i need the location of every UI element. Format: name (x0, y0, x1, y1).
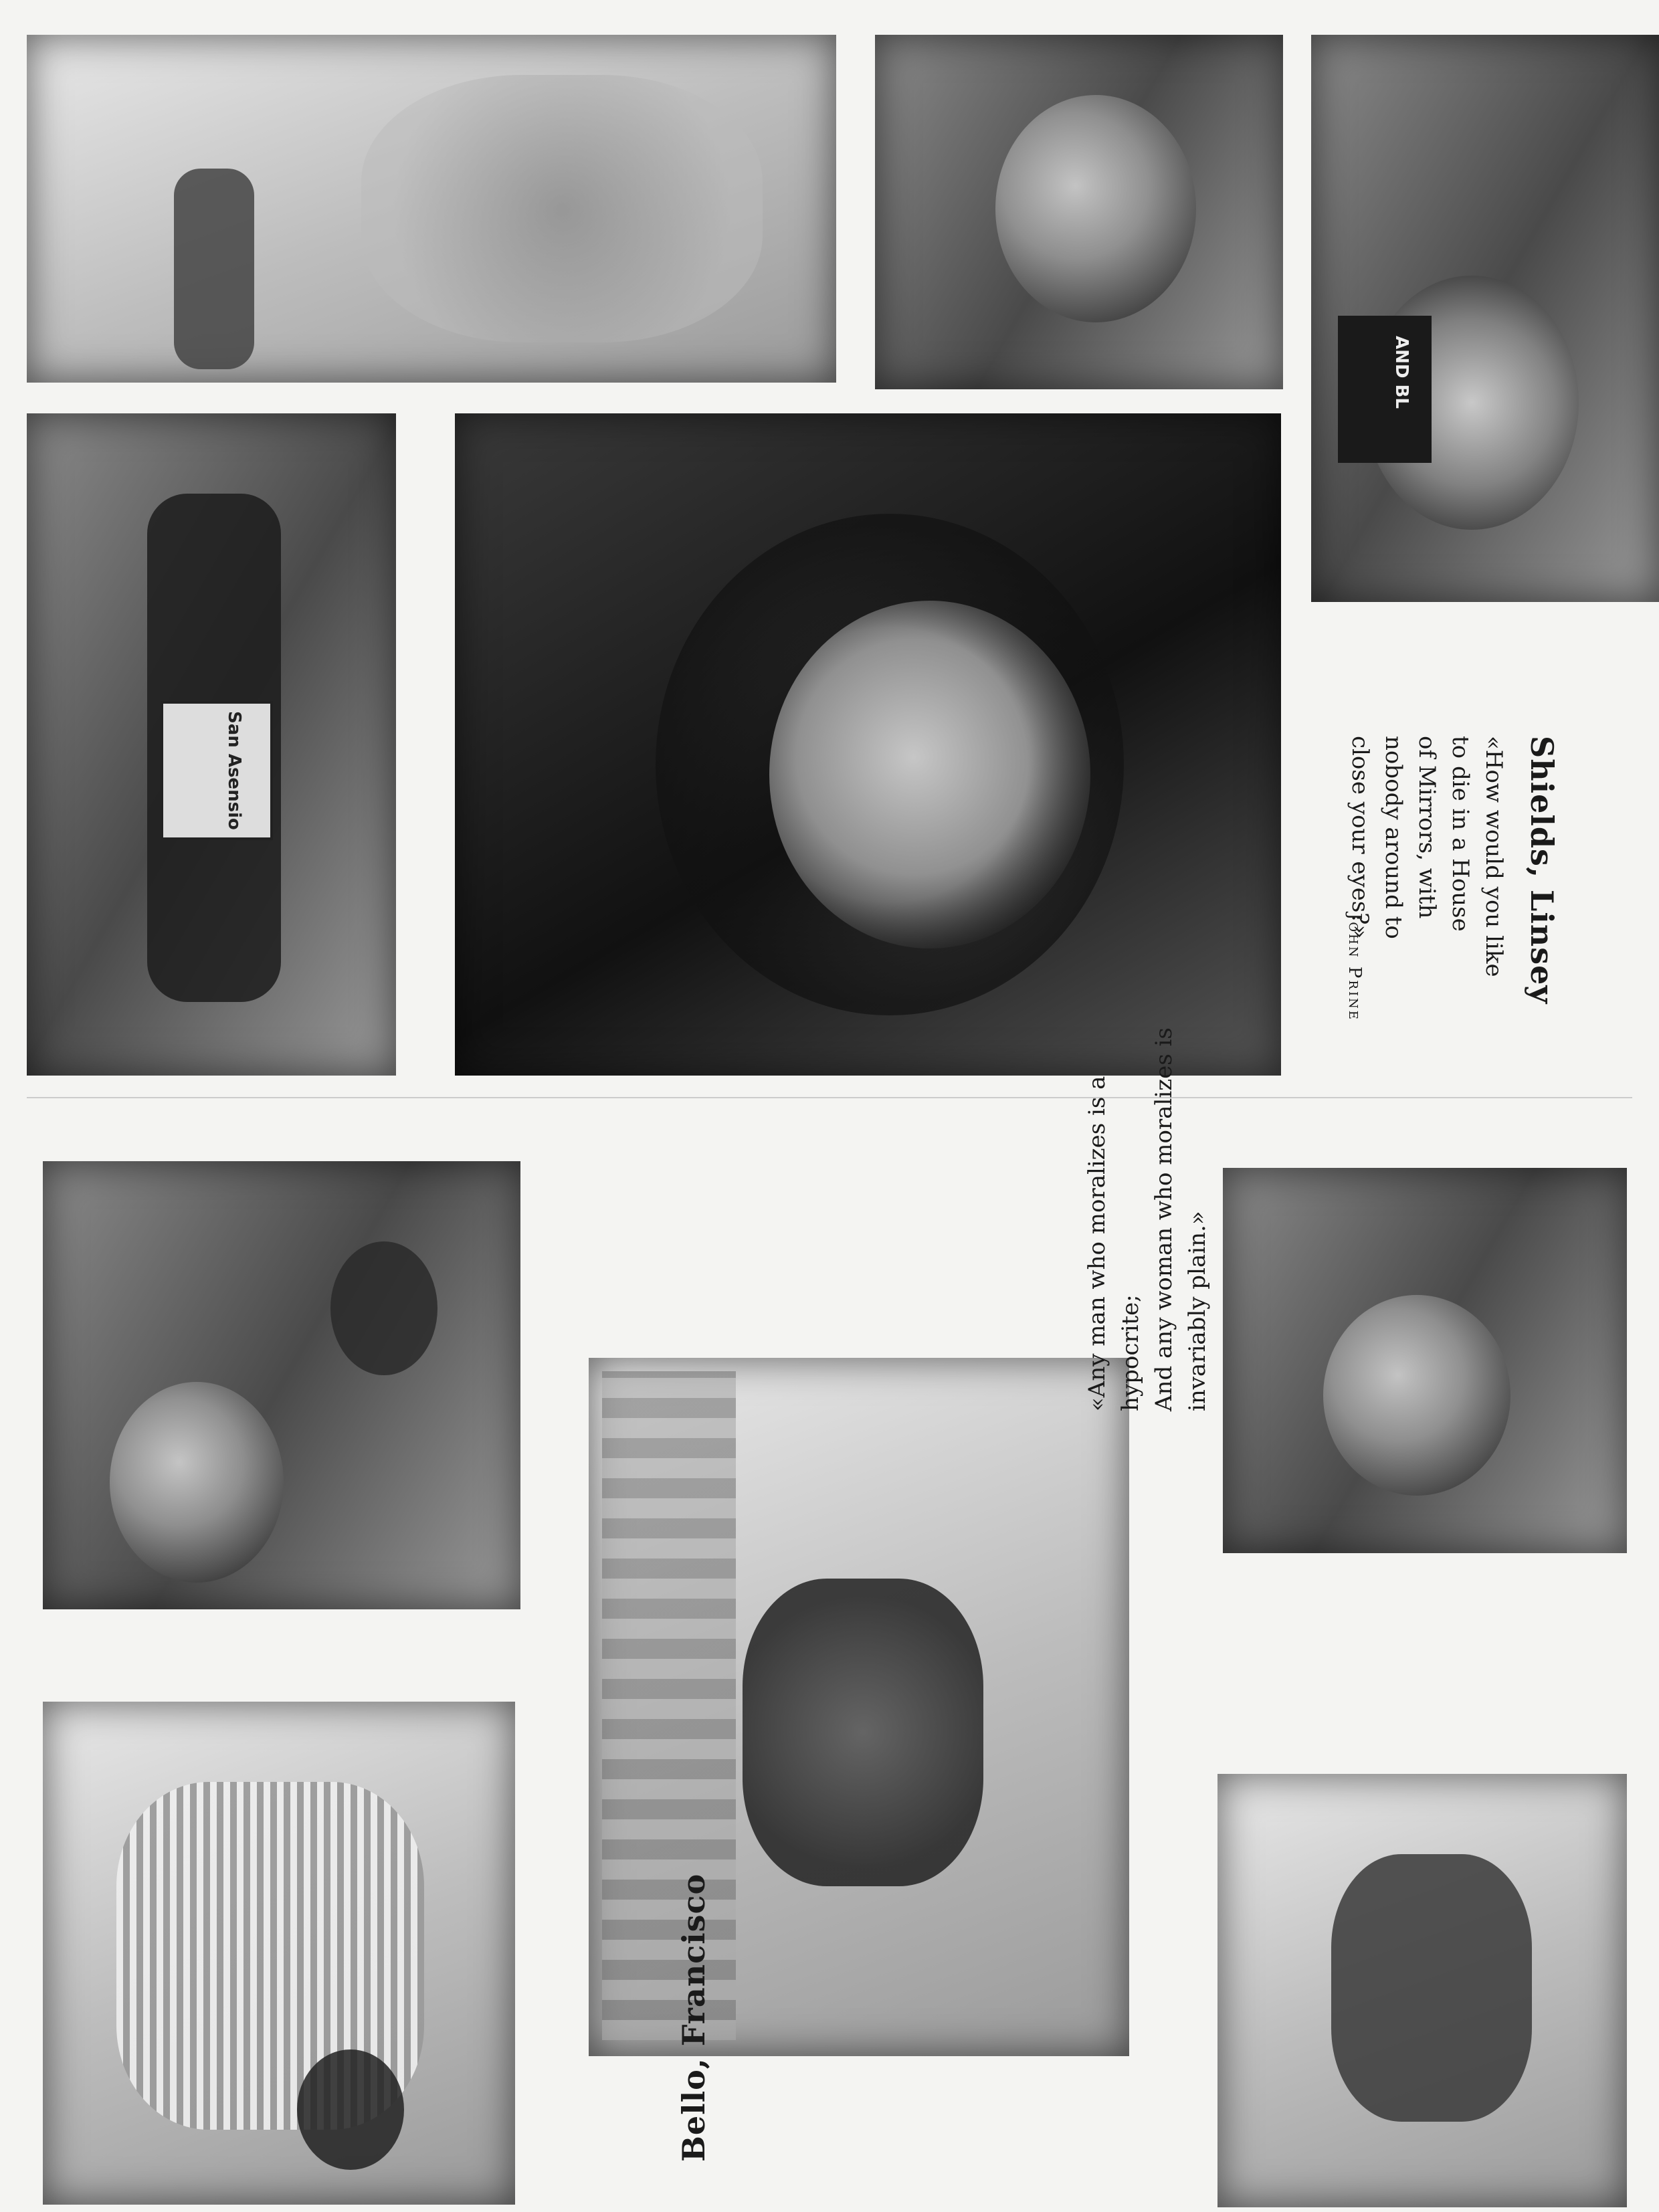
photo-skier (27, 35, 836, 383)
quote-author-shields: John Prine (1345, 913, 1365, 1021)
quote-line: to die in a House (1447, 736, 1474, 932)
photo-portrait-smiling (1223, 1168, 1627, 1553)
quote-line: nobody around to (1380, 736, 1407, 939)
bottle-label-text: San Asensio (224, 711, 244, 830)
photo-striped-shirt (43, 1702, 515, 2205)
photo-wine-bottle (27, 413, 396, 1076)
quote-line: «How would you like (1480, 736, 1507, 977)
quote-line: invariably plain.» (1184, 1211, 1211, 1411)
photo-portrait-glasses-small (875, 35, 1283, 389)
photo-portrait-glasses-large (455, 413, 1281, 1076)
quote-line: of Mirrors, with (1413, 736, 1440, 919)
quote-line: «Any man who moralizes is a (1084, 1076, 1110, 1411)
photo-person-sitting (1217, 1774, 1627, 2207)
student-name-shields: Shields, Linsey (1524, 736, 1560, 1005)
page-divider (27, 1097, 1632, 1098)
quote-line: And any woman who moralizes is (1151, 1027, 1177, 1411)
quote-line: hypocrite; (1117, 1294, 1144, 1411)
photo-seated-man-city (589, 1358, 1129, 2056)
quote-line: close your eyes?» (1347, 736, 1373, 939)
shirt-text: AND BL (1391, 336, 1411, 409)
photo-man-laughing (43, 1161, 520, 1609)
photo-person-shirt (1311, 35, 1659, 602)
student-name-bello: Bello, Francisco (676, 1873, 712, 2162)
